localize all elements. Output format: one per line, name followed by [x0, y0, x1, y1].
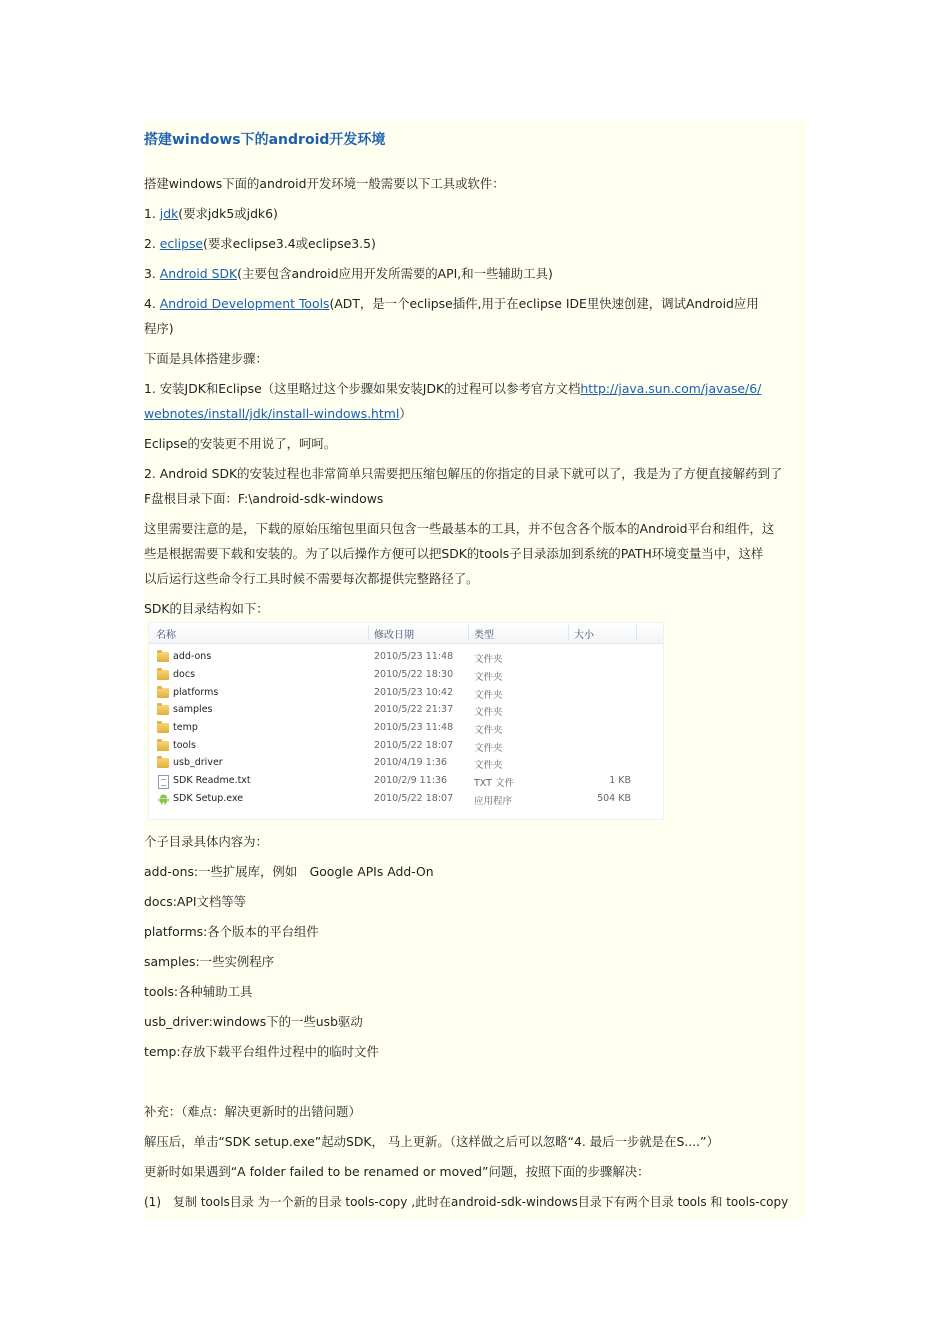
subdir-samples: samples:一些实例程序: [144, 954, 275, 969]
table-row[interactable]: temp 2010/5/23 11:48 文件夹: [149, 720, 663, 737]
subdir-add-ons: add-ons:一些扩展库，例如 Google APIs Add-On: [144, 864, 434, 879]
folder-icon: [157, 670, 169, 680]
folder-icon: [157, 652, 169, 662]
fix-step-1: (1) 复制 tools目录 为一个新的目录 tools-copy ,此时在android-sdk-windows目录下有两个目录 tools 和 tools-copy: [144, 1195, 789, 1209]
list-item-adt-cont: 程序): [144, 321, 174, 336]
intro-text: 搭建windows下面的android开发环境一般需要以下工具或软件：: [144, 176, 505, 191]
column-header-type[interactable]: 类型: [474, 630, 494, 641]
list-item-android-sdk: 3. Android SDK(主要包含android应用开发所需要的API,和一些辅助工具): [144, 266, 553, 281]
subdirs-intro: 个子目录具体内容为：: [144, 834, 268, 849]
jdk-link[interactable]: jdk: [159, 206, 179, 221]
folder-icon: [157, 741, 169, 751]
table-row[interactable]: usb_driver 2010/4/19 1:36 文件夹: [149, 755, 663, 772]
table-row[interactable]: SDK Readme.txt 2010/2/9 11:36 TXT 文件 1 KB: [149, 773, 663, 790]
text-file-icon: [158, 775, 169, 789]
column-divider[interactable]: [636, 625, 637, 640]
steps-intro: 下面是具体搭建步骤：: [144, 351, 268, 366]
column-header-date[interactable]: 修改日期: [374, 630, 414, 641]
step1-line2: webnotes/install/jdk/install-windows.html）: [144, 406, 412, 421]
subdir-platforms: platforms:各个版本的平台组件: [144, 924, 319, 939]
column-divider[interactable]: [468, 625, 469, 640]
column-divider[interactable]: [368, 625, 369, 640]
folder-icon: [157, 705, 169, 715]
note-line1: 这里需要注意的是，下载的原始压缩包里面只包含一些最基本的工具，并不包含各个版本的Android平台和组件，这: [144, 521, 775, 536]
list-item-eclipse: 2. eclipse(要求eclipse3.4或eclipse3.5): [144, 236, 376, 251]
folder-icon: [157, 723, 169, 733]
jdk-docs-link-part1[interactable]: http://java.sun.com/javase/6/: [580, 381, 762, 396]
android-sdk-link[interactable]: Android SDK: [159, 266, 238, 281]
android-icon: [158, 793, 169, 805]
subdir-usb-driver: usb_driver:windows下的一些usb驱动: [144, 1014, 363, 1029]
sdk-structure-caption: SDK的目录结构如下：: [144, 601, 269, 616]
jdk-docs-link-part2[interactable]: webnotes/install/jdk/install-windows.html: [144, 406, 400, 421]
column-header-name[interactable]: 名称: [156, 630, 176, 641]
table-row[interactable]: docs 2010/5/22 18:30 文件夹: [149, 667, 663, 684]
list-item-adt: 4. Android Development Tools(ADT，是一个eclipse插件,用于在eclipse IDE里快速创建，调试Android应用: [144, 296, 759, 311]
eclipse-link[interactable]: eclipse: [159, 236, 204, 251]
list-item-jdk: 1. jdk(要求jdk5或jdk6): [144, 206, 278, 221]
file-explorer-screenshot: [148, 622, 664, 820]
table-row[interactable]: platforms 2010/5/23 10:42 文件夹: [149, 685, 663, 702]
column-header-size[interactable]: 大小: [574, 630, 594, 641]
table-row[interactable]: samples 2010/5/22 21:37 文件夹: [149, 702, 663, 719]
folder-icon: [157, 688, 169, 698]
folder-icon: [157, 758, 169, 768]
subdir-temp: temp:存放下载平台组件过程中的临时文件: [144, 1044, 379, 1059]
table-row[interactable]: add-ons 2010/5/23 11:48 文件夹: [149, 649, 663, 666]
step2-line2: F盘根目录下面：F:\android-sdk-windows: [144, 491, 384, 506]
table-row[interactable]: tools 2010/5/22 18:07 文件夹: [149, 738, 663, 755]
note-line2: 些是根据需要下载和安装的。为了以后操作方便可以把SDK的tools子目录添加到系统的PATH环境变量当中，这样: [144, 546, 764, 561]
explorer-header: [149, 623, 663, 644]
article-title: 搭建windows下的android开发环境: [144, 132, 386, 148]
supplement-heading: 补充：（难点：解决更新时的出错问题）: [144, 1104, 361, 1119]
adt-link[interactable]: Android Development Tools: [159, 296, 330, 311]
update-error-text: 更新时如果遇到“A folder failed to be renamed or moved”问题，按照下面的步骤解决：: [144, 1164, 650, 1179]
table-row[interactable]: SDK Setup.exe 2010/5/22 18:07 应用程序 504 KB: [149, 791, 663, 808]
step2-line1: 2. Android SDK的安装过程也非常简单只需要把压缩包解压的你指定的目录下就可以了，我是为了方便直接解药到了: [144, 466, 783, 481]
eclipse-note: Eclipse的安装更不用说了，呵呵。: [144, 436, 337, 451]
note-line3: 以后运行这些命令行工具时候不需要每次都提供完整路径了。: [144, 571, 479, 586]
step1-line1: 1. 安装JDK和Eclipse（这里略过这个步骤如果安装JDK的过程可以参考官方文档http://java.sun.com/javase/6/: [144, 381, 762, 396]
column-divider[interactable]: [568, 625, 569, 640]
subdir-docs: docs:API文档等等: [144, 894, 247, 909]
subdir-tools: tools:各种辅助工具: [144, 984, 253, 999]
unzip-instruction: 解压后，单击“SDK setup.exe”起动SDK， 马上更新。（这样做之后可以忽略“4. 最后一步就是在S....”）: [144, 1134, 719, 1149]
